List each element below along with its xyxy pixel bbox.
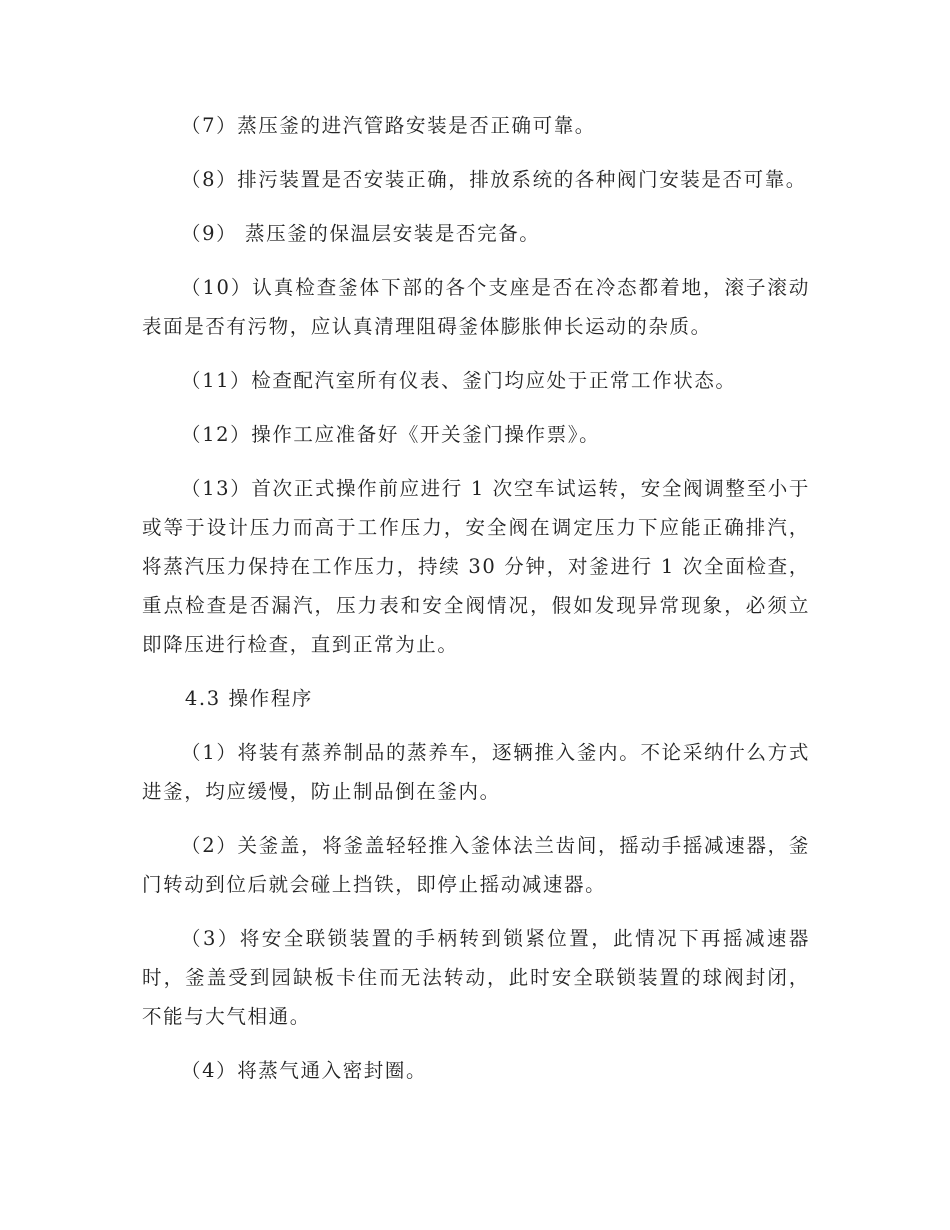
procedure-step-3: （3）将安全联锁装置的手柄转到锁紧位置，此情况下再摇减速器时，釜盖受到园缺板卡住而无法转动，此时安全联锁装置的球阀封闭，不能与大气相通。 [142,927,810,1028]
section-heading: 4.3 操作程序 [184,687,313,710]
paragraph-item-7: （7）蒸压釜的进汽管路安装是否正确可靠。 [181,114,596,137]
procedure-step-2: （2）关釜盖，将釜盖轻轻推入釜体法兰齿间，摇动手摇减速器，釜门转动到位后就会碰上挡铁，即停止摇动减速器。 [142,834,810,896]
paragraph-item-13: （13）首次正式操作前应进行 1 次空车试运转，安全阀调整至小于或等于设计压力而高于工作压力，安全阀在调定压力下应能正确排汽，将蒸汽压力保持在工作压力，持续 30 分钟，对釜进行 1 次全面检查，重点检查是否漏汽，压力表和安全阀情况，假如发现异常现象，必须立即降压进行检查，直到正常为止。 [142,477,810,656]
procedure-step-1: （1）将装有蒸养制品的蒸养车，逐辆推入釜内。不论采纳什么方式进釜，均应缓慢，防止制品倒在釜内。 [142,741,810,803]
document-body [142,106,810,1105]
paragraph-item-12: （12）操作工应准备好《开关釜门操作票》。 [181,423,601,446]
paragraph-item-11: （11）检查配汽室所有仪表、釜门均应处于正常工作状态。 [181,369,737,392]
procedure-step-4: （4）将蒸气通入密封圈。 [181,1059,428,1082]
paragraph-item-10: （10）认真检查釜体下部的各个支座是否在冷态都着地，滚子滚动表面是否有污物，应认真清理阻碍釜体膨胀伸长运动的杂质。 [142,276,810,338]
paragraph-item-8: （8）排污装置是否安装正确，排放系统的各种阀门安装是否可靠。 [181,168,807,191]
paragraph-item-9: （9） 蒸压釜的保温层安装是否完备。 [181,222,541,245]
